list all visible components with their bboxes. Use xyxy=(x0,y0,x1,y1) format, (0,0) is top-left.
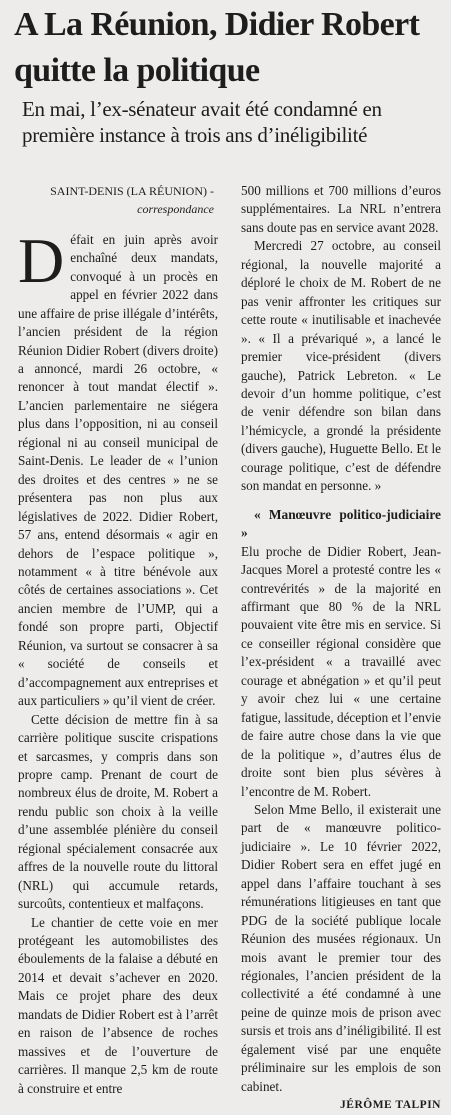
dateline: SAINT-DENIS (LA RÉUNION) - xyxy=(50,184,214,198)
correspondance-label: correspondance xyxy=(137,202,214,217)
author-signature: JÉRÔME TALPIN xyxy=(340,1099,441,1112)
article-subtitle: En mai, l’ex-sénateur avait été condamné en première instance à trois ans d’inéligibilité xyxy=(22,97,382,147)
paragraph: Le chantier de cette voie en mer protégeant les automobilistes des éboulements de la falaise a débuté en 2014 et devait s’achever en 2020. Mais ce projet phare des deux mandats de Didier Robert est à l’arrêt en raison de l’absence de roches massives et de l’ouverture de carrières. Il manque 2,5 km de route à construire et entre xyxy=(18,914,218,1096)
right-column xyxy=(241,182,441,1115)
section-subhead: « Manœuvre politico-judiciaire » xyxy=(241,506,441,541)
drop-cap: D xyxy=(18,224,65,296)
left-column xyxy=(18,182,218,1098)
paragraph: Mercredi 27 octobre, au conseil régional, la nouvelle majorité a déploré le choix de M. Robert de ne pas venir affronter les critiques sur cette route « inutilisable et inachevée ». « Il a prévariqué », a lancé le premier vice-président (divers gauche), Patrick Lebreton. « Le devoir d’un homme politique, c’est de venir défendre son bilan dans l’hémicycle, a grondé la présidente (divers gauche), Huguette Bello. Et le courage politique, c’est de défendre son mandat en personne. » xyxy=(241,238,441,494)
paragraph: Cette décision de mettre fin à sa carrière politique suscite crispations et sarcasmes, y compris dans son propre camp. Prenant de court de nombreux élus de droite, M. Robert a rendu public son choix à la veille d’une assemblée plénière du conseil régional spécialement consacrée aux affres de la nouvelle route du littoral (NRL) qui accumule retards, surcoûts, contentieux et malfaçons. xyxy=(18,711,218,912)
article-title: A La Réunion, Didier Robert quitte la politique xyxy=(14,6,420,89)
paragraph: Selon Mme Bello, il existerait une part de « manœuvre politico-judiciaire ». Le 10 février 2022, Didier Robert sera en effet jugé en appel dans l’affaire touchant à ses rémunérations litigieuses en tant que PDG de la société publique locale Réunion des musées régionaux. Un mois avant le premier tour des régionales, l’ancien président de la collectivité a été condamné à une peine de quinze mois de prison avec sursis et trois ans d’inéligibilité. Il est également visé par une enquête préliminaire sur les emplois de son cabinet. xyxy=(241,801,441,1094)
paragraph: 500 millions et 700 millions d’euros supplémentaires. La NRL n’entrera sans doute pas en service avant 2028. xyxy=(241,183,441,235)
byline xyxy=(18,182,218,219)
paragraph: Défait en juin après avoir enchaîné deux mandats, convoqué à un procès en appel en février 2022 dans une affaire de prise illégale d’intérêts, l’ancien président de la région Réunion Didier Robert (divers droite) a annoncé, mardi 26 octobre, « renoncer à tout mandat électif ». L’ancien parlementaire ne siégera plus dans l’opposition, ni au conseil régional ni au conseil municipal de Saint-Denis. Le leader de « l’union des droites et des centres » ne se présentera pas non plus aux législatives de 2022. Didier Robert, 57 ans, entend désormais « agir en dehors de l’espace politique », notamment « à titre bénévole aux côtés de certaines associations ». Cet ancien membre de l’UMP, qui a fondé son propre parti, Objectif Réunion, va surtout se consacrer à sa « société de conseils et d’accompagnement aux entreprises et aux particuliers » qu’il vient de créer. xyxy=(18,224,218,709)
paragraph: Elu proche de Didier Robert, Jean-Jacques Morel a protesté contre les « contrevérités » de la majorité en affirmant que 80 % de la NRL pouvaient vite être mis en service. Si ce conseiller régional considère que l’ex-président « a travaillé avec courage et abnégation » et qu’il peut y avoir chez lui « une certaine fatigue, lassitude, déception et l’envie de faire autre chose dans la vie que de la politique », d’autres élus de droite sont bien plus sévères à l’encontre de M. Robert. xyxy=(241,543,441,799)
